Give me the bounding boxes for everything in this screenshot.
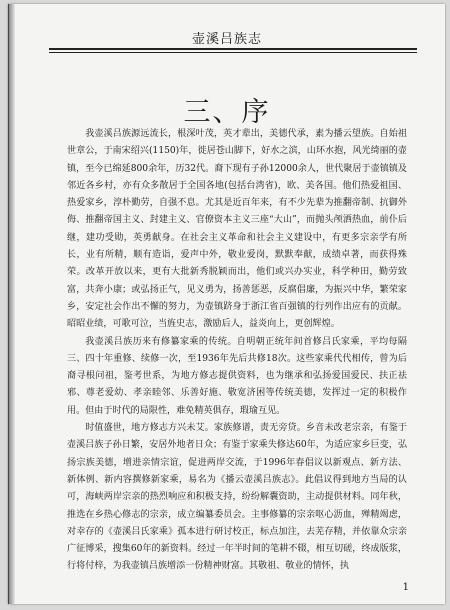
body-text [67,126,407,576]
book-page [8,4,445,604]
paragraph: 我壶溪吕族历来有修纂家乘的传统。自明朝正统年间首修吕氏家乘，平均每隔三、四十年重修、续修一次，至1936年先后共修18次。这些家乘代代相传，曾为后裔寻根问祖，鉴考世系，为地方修志提供资料，也为继承和弘扬爱国爱民、扶正祛邪、尊老爱幼、孝亲睦邻、乐善好施、敬宽济困等传统美德，发挥过一定的积极作用。但由于时代的局限性，难免精英俱存，瑕瑜互见。 [67,336,407,416]
header-rule-thin [49,52,417,53]
paragraph: 时值盛世，地方修志方兴未艾。家族修谱，责无旁贷。乡音未改老宗亲，有鉴于壶溪吕族子孙日繁，安居外地者日众；有鉴于家乘失修达60年，为适应家乡巨变，弘扬宗族美德，增进亲情宗谊，促进两岸交流，于1996年春倡议以新观点、新方法、新体例、新内容撰修新家乘，易名为《播云壶溪吕族志》。此倡议得到地方当局的认可，海峡两岸宗亲的热烈响应和积极支持，纷纷解囊资助，主动提供材料。同年秋，推选在乡热心修志的宗亲，成立编纂委员会。主事修纂的宗亲呕心沥血，殚精竭虑，对幸存的《壶溪吕氏家乘》孤本进行研讨校正，标点加注，去芜存精，并依靠众宗亲广征博采，搜集60年的新资料。经过一年半时间的笔耕不辍，相互切磋，终成版浆，行将付梓，为我壶镇吕族增添一份精神财富。其敬祖、敬业的情怀，执 [67,423,407,572]
paragraph: 我壶溪吕族源远流长，根深叶茂，英才辈出，美德代承，素为播云望族。自始祖世章公，于南宋绍兴(1150)年，徙居苍山脚下，好水之滨，山环水抱，风光绮丽的壶镇，至今已绵延800余年，历32代。裔下现有子孙12000余人，世代聚居于壶镇镇及邻近各乡村，亦有众多散居于全国各地(包括台湾省)，欧、美各国。他们热爱祖国、热爱家乡，淳朴勤劳，自强不息。尤其是近百年来，有不少先辈为推翻帝制、抗御外侮、推翻帝国主义、封建主义、官僚资本主义三座“大山”，而抛头颅洒热血，前仆后继，建功受勋，英勇献身。在社会主义革命和社会主义建设中，有更多宗亲学有所长，业有所精，顺有造诣，爱声中外，敬业爱岗，默默奉献，成绩卓著，而获得殊荣。改革开放以来，更有大批新秀脱颖而出，他们或兴办实业，科学种田，勤劳致富，共奔小康；或弘扬正气，见义勇为，扬善惩恶，反腐倡廉，为振兴中华，繁荣家乡，安定社会作出不懈的努力，为壶镇跻身于浙江省百强镇的行列作出应有的贡献。昭昭业绩，可歌可泣，当旌史志，激励后人，益炎向上，更创辉煌。 [67,129,407,330]
section-title: 三、序 [183,97,271,128]
page-number: 1 [402,582,409,593]
running-header-title: 壶溪吕族志 [191,32,262,47]
header-rule-thick [49,48,417,50]
